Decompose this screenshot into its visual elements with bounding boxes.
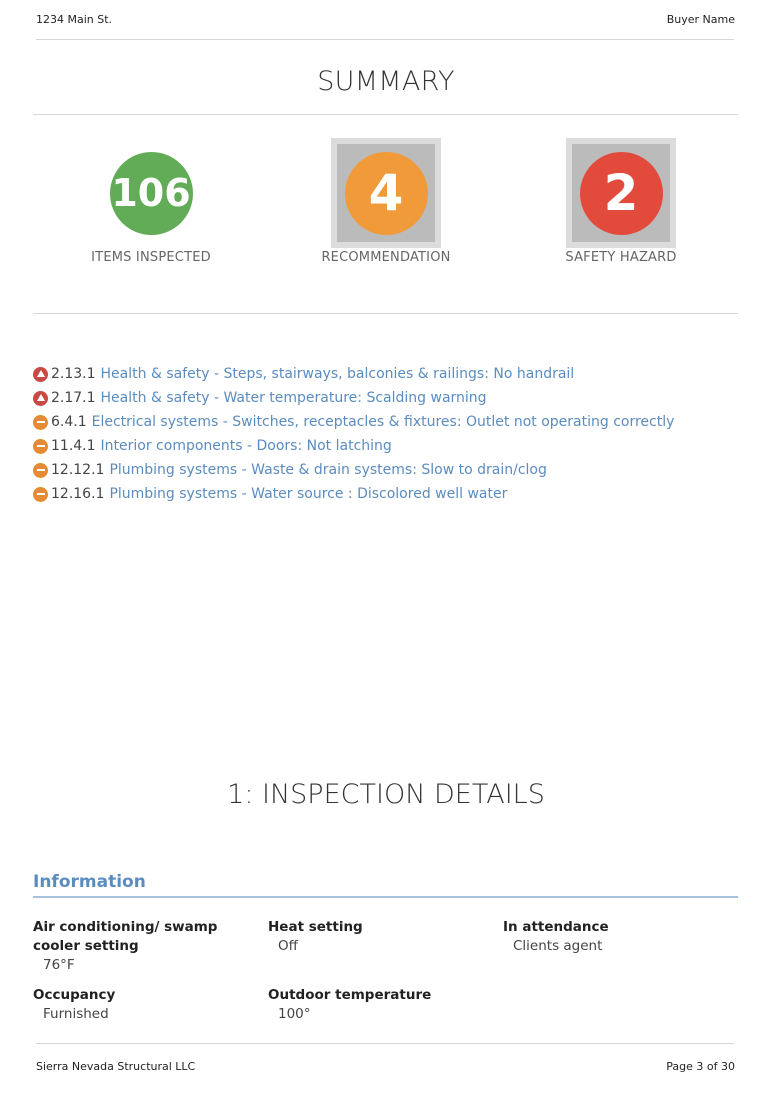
information-heading: Information: [33, 872, 146, 892]
issue-number: 2.17.1: [51, 390, 96, 406]
issue-number: 12.16.1: [51, 486, 105, 502]
summary-title: SUMMARY: [317, 66, 455, 97]
issue-number: 11.4.1: [51, 438, 96, 454]
header-buyer-name: Buyer Name: [666, 13, 735, 26]
section-title: 1: INSPECTION DETAILS: [227, 779, 545, 810]
field-value: 76°F: [43, 957, 75, 973]
footer-divider: [36, 1043, 734, 1044]
header-address: 1234 Main St.: [36, 13, 113, 26]
issue-number: 2.13.1: [51, 366, 96, 382]
field-label: Outdoor temperature: [268, 987, 432, 1003]
recommendation-icon: [33, 463, 48, 478]
stat-tile-selected: [566, 138, 676, 248]
stat-recommendation[interactable]: [301, 138, 471, 265]
stat-tile-selected: [331, 138, 441, 248]
stat-tile: [96, 138, 206, 248]
issue-number: 6.4.1: [51, 414, 87, 430]
list-item[interactable]: [33, 458, 674, 482]
stats-divider: [33, 313, 738, 314]
header-divider: [36, 39, 734, 40]
field-occupancy: [33, 986, 258, 1024]
issue-list: [33, 362, 674, 506]
summary-divider: [33, 114, 738, 115]
stat-items-inspected: [66, 138, 236, 265]
list-item[interactable]: [33, 482, 674, 506]
issue-link[interactable]: Electrical systems - Switches, receptacles & fixtures: Outlet not operating correctly: [91, 414, 675, 430]
issue-link[interactable]: Plumbing systems - Waste & drain systems: Slow to drain/clog: [109, 462, 547, 478]
recommendation-count: 4: [345, 152, 428, 235]
page-footer: [36, 1060, 735, 1074]
items-inspected-count: 106: [110, 152, 193, 235]
recommendation-icon: [33, 415, 48, 430]
field-outdoor-temperature: [268, 986, 493, 1024]
issue-link[interactable]: Health & safety - Steps, stairways, balconies & railings: No handrail: [100, 366, 575, 382]
footer-company: Sierra Nevada Structural LLC: [36, 1060, 196, 1073]
field-value: Off: [278, 938, 298, 954]
safety-hazard-count: 2: [580, 152, 663, 235]
field-in-attendance: [503, 918, 728, 956]
issue-link[interactable]: Interior components - Doors: Not latching: [100, 438, 392, 454]
list-item[interactable]: [33, 386, 674, 410]
issue-link[interactable]: Health & safety - Water temperature: Scalding warning: [100, 390, 487, 406]
safety-hazard-label: SAFETY HAZARD: [565, 250, 677, 265]
page-header: [36, 13, 735, 27]
field-label: Heat setting: [268, 919, 363, 935]
stat-safety-hazard[interactable]: [536, 138, 706, 265]
field-label: Occupancy: [33, 987, 116, 1003]
field-value: 100°: [278, 1006, 311, 1022]
list-item[interactable]: [33, 362, 674, 386]
list-item[interactable]: [33, 410, 674, 434]
issue-link[interactable]: Plumbing systems - Water source : Discolored well water: [109, 486, 508, 502]
recommendation-label: RECOMMENDATION: [321, 250, 451, 265]
list-item[interactable]: [33, 434, 674, 458]
hazard-icon: [33, 391, 48, 406]
field-heat-setting: [268, 918, 493, 956]
field-value: Clients agent: [513, 938, 603, 954]
page-number: Page 3 of 30: [666, 1060, 735, 1073]
recommendation-icon: [33, 439, 48, 454]
field-value: Furnished: [43, 1006, 109, 1022]
hazard-icon: [33, 367, 48, 382]
recommendation-icon: [33, 487, 48, 502]
information-divider: [33, 896, 738, 898]
issue-number: 12.12.1: [51, 462, 105, 478]
items-inspected-label: ITEMS INSPECTED: [91, 250, 211, 265]
field-label: Air conditioning/ swamp cooler setting: [33, 919, 218, 954]
field-ac-setting: [33, 918, 258, 975]
field-label: In attendance: [503, 919, 609, 935]
